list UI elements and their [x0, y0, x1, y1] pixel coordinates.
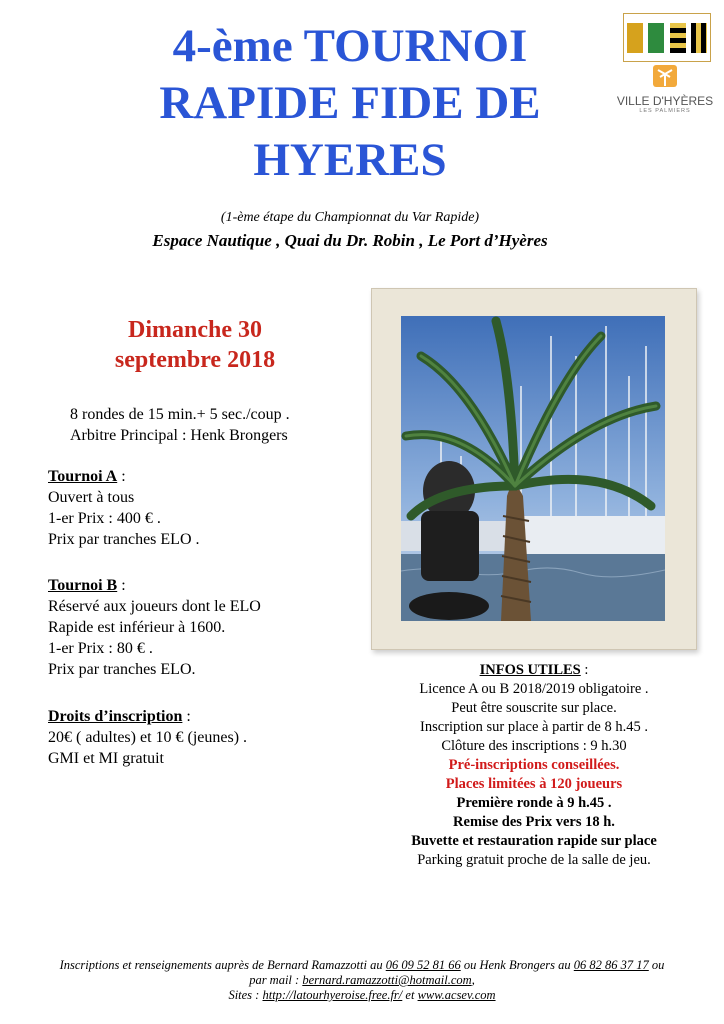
date-line-1: Dimanche 30 — [128, 317, 262, 343]
tournoi-b-colon: : — [117, 577, 126, 594]
tournoi-b-title: Tournoi B — [48, 577, 118, 594]
infos-line: Inscription sur place à partir de 8 h.45 . — [420, 719, 648, 735]
footer-contact — [20, 958, 704, 1003]
phone-link-brongers[interactable]: 06 82 86 37 17 — [573, 958, 649, 972]
tournoi-b-line: Réservé aux joueurs dont le ELO — [48, 598, 261, 615]
infos-last-line: Parking gratuit proche de la salle de jeu. — [417, 852, 651, 868]
droits-title: Droits d’inscription — [48, 708, 183, 725]
tournoi-a-colon: : — [117, 468, 126, 485]
tournoi-a-line: 1-er Prix : 400 € . — [48, 510, 161, 527]
droits-line: GMI et MI gratuit — [48, 750, 164, 767]
tournoi-b-line: Prix par tranches ELO. — [48, 661, 196, 678]
droits-section — [48, 706, 368, 769]
site-link-latourhyeroise[interactable]: http://latourhyeroise.free.fr/ — [262, 988, 403, 1002]
logo-palm — [648, 23, 664, 53]
tournoi-a-section — [48, 466, 348, 550]
title-line-1: 4-ème TOURNOI — [172, 20, 528, 72]
title-line-2: RAPIDE FIDE DE — [159, 77, 541, 129]
logo-letter-l — [627, 23, 643, 53]
tournoi-b-section — [48, 575, 368, 680]
footer-text: , — [471, 973, 475, 987]
infos-line: Peut être souscrite sur place. — [451, 700, 617, 716]
infos-bold-line: Première ronde à 9 h.45 . — [456, 795, 612, 811]
footer-text: Sites : — [228, 988, 263, 1002]
infos-bold-line: Remise des Prix vers 18 h. — [453, 814, 615, 830]
format-rounds: 8 rondes de 15 min.+ 5 sec./coup . — [70, 406, 290, 423]
logo-chessboard — [670, 23, 686, 53]
droits-line: 20€ ( adultes) et 10 € (jeunes) . — [48, 729, 248, 746]
tournoi-b-line: 1-er Prix : 80 € . — [48, 640, 153, 657]
harbor-palm-photo — [401, 316, 665, 621]
tournoi-b-line: Rapide est inférieur à 1600. — [48, 619, 226, 636]
footer-text: ou — [648, 958, 665, 972]
tournoi-a-line: Ouvert à tous — [48, 489, 135, 506]
tournoi-a-line: Prix par tranches ELO . — [48, 531, 200, 548]
site-link-acsev[interactable]: www.acsev.com — [417, 988, 496, 1002]
footer-text: et — [402, 988, 418, 1002]
footer-text: Inscriptions et renseignements auprès de Bernard Ramazzotti au — [59, 958, 386, 972]
footer-text: par mail : — [249, 973, 303, 987]
infos-red-line: Pré-inscriptions conseillées. — [448, 757, 620, 773]
phone-link-ramazzotti[interactable]: 06 09 52 81 66 — [385, 958, 461, 972]
infos-title: INFOS UTILES — [479, 662, 581, 678]
infos-colon: : — [580, 662, 589, 678]
venue: Espace Nautique , Quai du Dr. Robin , Le Port d’Hyères — [152, 231, 548, 250]
tournoi-a-title: Tournoi A — [48, 468, 118, 485]
date-line-2: septembre 2018 — [114, 347, 276, 373]
infos-line: Licence A ou B 2018/2019 obligatoire . — [419, 681, 649, 697]
palm-icon — [650, 62, 680, 90]
ville-name: VILLE D'HYÈRES — [616, 94, 714, 108]
title-line-3: HYERES — [253, 134, 447, 186]
ville-hyeres-logo — [615, 62, 715, 117]
subtitle: (1-ème étape du Championnat du Var Rapide) — [220, 210, 480, 225]
page-title — [100, 18, 600, 189]
format-block — [70, 404, 370, 446]
chess-club-logo — [623, 13, 711, 62]
footer-text: ou Henk Brongers au — [460, 958, 574, 972]
format-arbiter: Arbitre Principal : Henk Brongers — [70, 427, 288, 444]
email-link[interactable]: bernard.ramazzotti@hotmail.com — [302, 973, 472, 987]
infos-red-line: Places limitées à 120 joueurs — [445, 776, 623, 792]
infos-line: Clôture des inscriptions : 9 h.30 — [441, 738, 627, 754]
infos-bold-line: Buvette et restauration rapide sur place — [411, 833, 657, 849]
logo-chessboard-2 — [691, 23, 707, 53]
infos-utiles-section — [375, 661, 693, 870]
event-date — [60, 315, 330, 375]
palm-tree-image — [401, 316, 665, 621]
ville-tagline: LES PALMIERS — [639, 108, 691, 114]
droits-colon: : — [182, 708, 191, 725]
